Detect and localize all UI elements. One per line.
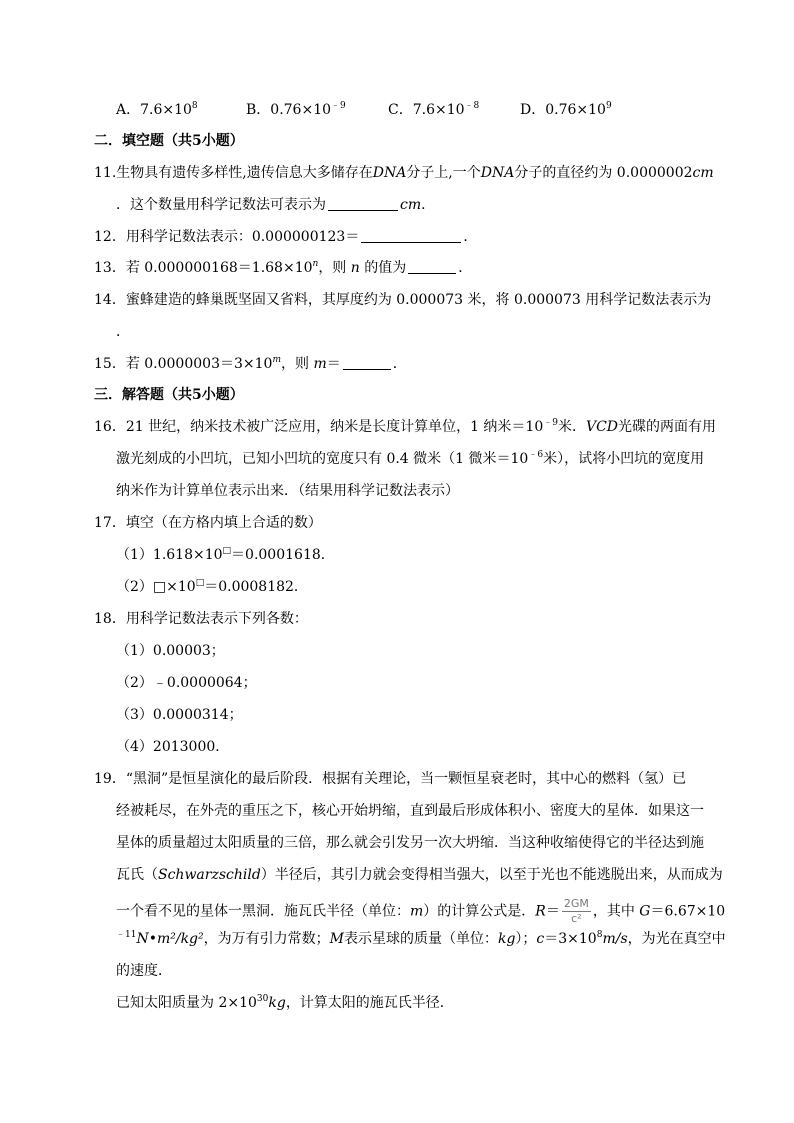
question-19-line-8: 已知太阳质量为 $2\times 10^{30}kg$，计算太阳的施瓦氏半径． [116,994,454,1011]
option-c: C．$7.6\times 10^{﹣8}$ [388,101,480,118]
question-16-line-1: 16．21 世纪，纳米技术被广泛应用，纳米是长度计算单位，1 纳米$=10^{﹣9}$米．VCD光碟的两面有用 [94,418,717,435]
question-12: 12．用科学记数法表示：0.000000123＝ ． [94,229,478,245]
question-18-item: （4）2013000． [116,739,230,755]
answer-box[interactable]: □ [152,579,167,595]
formula-fraction: $\frac{2GM}{\text{c²}}$ [563,897,589,925]
answer-blank[interactable] [408,259,456,274]
question-19-line-2: 经被耗尽，在外壳的重压之下，核心开始坍缩，直到最后形成体积小、密度大的星体．如果这一 [116,803,704,819]
option-d: D．$0.76\times 10^9$ [520,101,612,118]
section-2-title: 二．填空题（共5小题） [94,133,244,149]
question-15: 15．若 $0.0000003=3\times 10^m$，则 m＝ ． [94,355,407,372]
question-14-line-1: 14．蜜蜂建造的蜂巢既坚固又省料，其厚度约为 0.000073 米，将 0.000073 用科学记数法表示为 [94,292,712,308]
question-18-item: （2）﹣0.0000064； [116,675,257,691]
question-18-item: （1）0.00003； [116,643,225,659]
section-3-title: 三．解答题（共5小题） [94,387,244,403]
option-b: B．$0.76\times 10^{﹣9}$ [246,101,346,118]
question-13: 13．若 $0.000000168=1.68\times 10^n$，则 n 的值为 ． [94,259,473,276]
question-19-line-6: $^{﹣11}$N•m²/kg²，为万有引力常数；M表示星球的质量（单位：kg）；$c=3\times 10^8m/s$，为光在真空中 [116,930,726,947]
question-19-line-5: 一个看不见的星体一黑洞．施瓦氏半径（单位：m）的计算公式是．R＝ $\frac{2GM}{\text{c²}}$ ，其中 G＝6.67×10 [116,897,726,925]
question-16-line-3: 纳米作为计算单位表示出来．（结果用科学记数法表示） [116,483,459,499]
question-11-line-1: 11.生物具有遗传多样性,遗传信息大多储存在DNA分子上,一个DNA分子的直径约为 0.0000002cm [94,165,714,181]
question-17-item-1: （1）1.618×10□＝0.0001618． [116,546,335,563]
question-19-line-4: 瓦氏（Schwarzschild）半径后，其引力就会变得相当强大，以至于光也不能逃脱出来，从而成为 [116,867,723,883]
question-19-line-1: 19．“黑洞”是恒星演化的最后阶段．根据有关理论，当一颗恒星衰老时，其中心的燃料（氢）已 [94,771,687,787]
answer-blank[interactable] [361,228,461,243]
question-19-line-3: 星体的质量超过太阳质量的三倍，那么就会引发另一次大坍缩．当这种收缩使得它的半径达到施 [116,835,704,851]
answer-blank[interactable] [343,355,391,370]
option-a: A．$7.6\times 10^8$ [116,101,198,118]
question-16-line-2: 激光刻成的小凹坑，已知小凹坑的宽度只有 0.4 微米（1 微米$=10^{﹣6}$米），试将小凹坑的宽度用 [116,450,705,467]
question-11-line-2: ．这个数量用科学记数法可表示为 cm． [116,197,436,213]
question-18-title: 18．用科学记数法表示下列各数： [94,611,308,627]
question-14-line-2: ． [116,324,130,340]
question-17-item-2: （2）□×10□＝0.0008182． [116,578,308,595]
answer-blank[interactable] [328,196,398,211]
question-18-item: （3）0.0000314； [116,707,243,723]
question-19-line-7: 的速度． [116,963,172,979]
question-17-title: 17．填空（在方格内填上合适的数） [94,515,322,531]
